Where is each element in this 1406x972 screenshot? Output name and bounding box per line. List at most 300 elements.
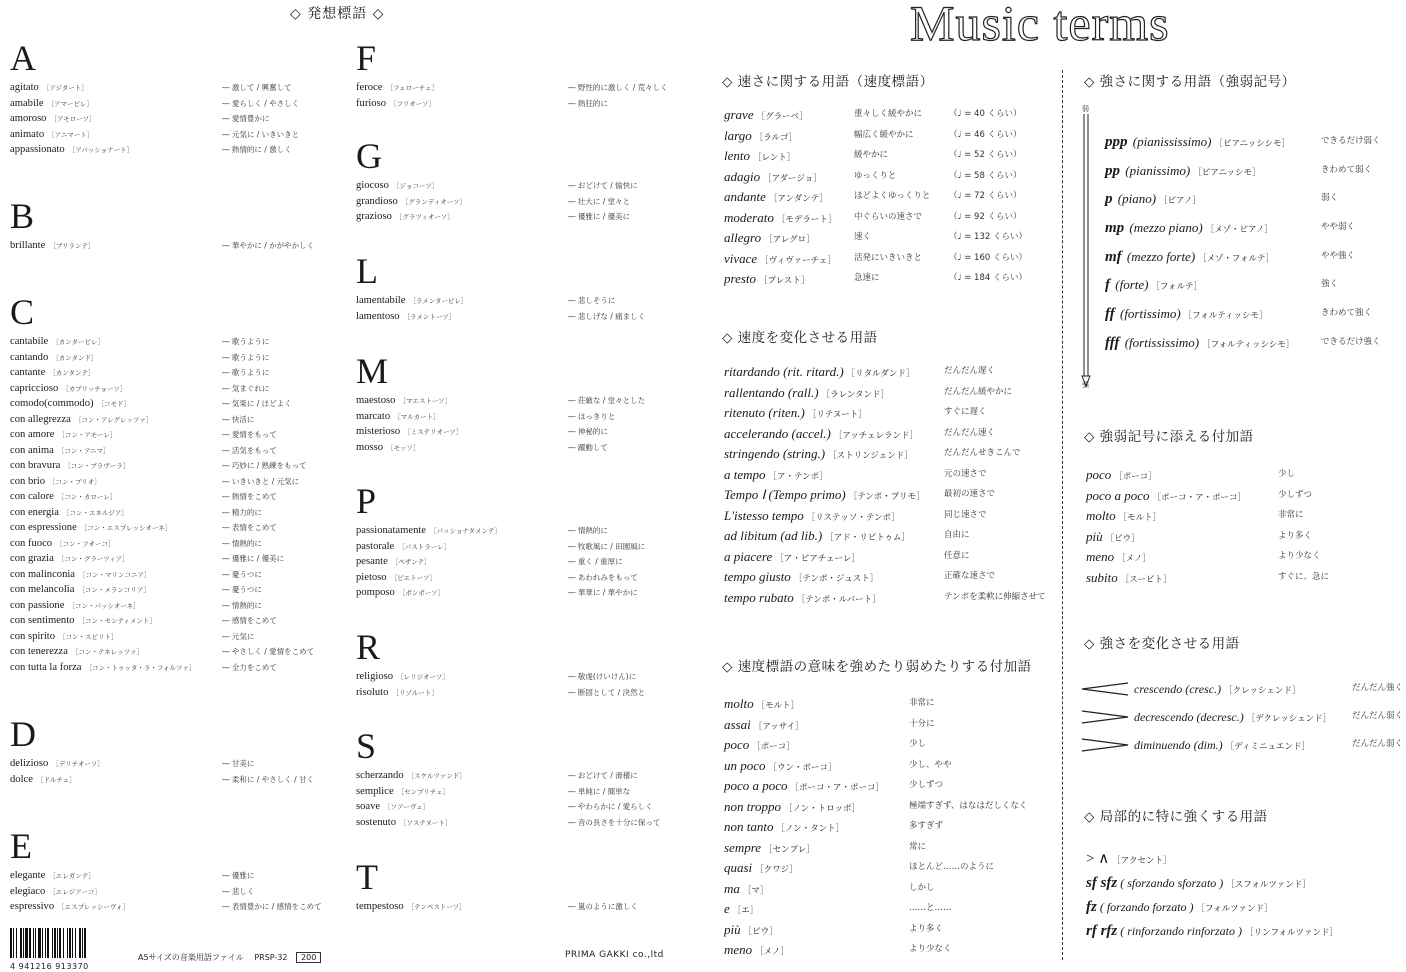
term-reading: ［コン・パッシオーネ］	[68, 601, 140, 610]
term-meaning: ― 歌うように	[222, 337, 270, 346]
term-meaning: やや強く	[1321, 250, 1356, 261]
accent-symbol: sf sfz	[1086, 875, 1118, 891]
term-meaning: より多く	[1278, 530, 1313, 541]
accent-row	[1086, 894, 1406, 918]
term-reading: ［カンタービレ］	[52, 338, 104, 346]
section-letter: S	[356, 726, 377, 766]
section-letter: P	[356, 481, 377, 521]
term-reading: ［ラルゴ］	[754, 132, 798, 143]
section-letter: F	[356, 38, 377, 78]
term-reading: ［ラメントーソ］	[403, 312, 456, 321]
term-row	[356, 669, 686, 685]
term-meaning: 弱く	[1321, 193, 1339, 204]
product-name: A5サイズの音楽用語ファイル	[138, 953, 244, 962]
term-reading: ［スービト］	[1120, 574, 1172, 585]
term-reading: ［アッサイ］	[753, 721, 804, 732]
term-reading: ［ラレンタンド］	[821, 389, 890, 400]
term-reading: ［レリジオーソ］	[397, 673, 449, 681]
term-row	[356, 554, 686, 570]
dynamic-row	[1105, 242, 1405, 271]
term-row	[10, 427, 330, 443]
term-row	[1086, 464, 1386, 485]
term-list	[10, 334, 330, 675]
term-row	[10, 868, 330, 884]
term-row	[724, 125, 1054, 146]
term-meaning: だんだん弱く	[1352, 739, 1404, 749]
term-meaning: 自由に	[944, 530, 970, 540]
term-row	[724, 484, 1059, 505]
term-meaning: ― 活気をもって	[222, 445, 277, 455]
term-reading: ［リタルダンド］	[846, 369, 915, 379]
term-reading: ［アモローソ］	[50, 115, 96, 123]
term-meaning: 少し	[909, 739, 927, 749]
term-name: con grazia	[10, 553, 54, 564]
term-reading: ［マエストーソ］	[399, 397, 452, 405]
term-name: con passione	[10, 599, 65, 611]
weak-label: 弱	[1082, 105, 1089, 113]
term-row	[356, 799, 686, 815]
term-row	[10, 536, 330, 552]
term-row	[724, 361, 1059, 382]
dynamic-row	[1105, 299, 1405, 328]
term-name: Tempo Ⅰ (Tempo primo)	[724, 487, 846, 502]
term-row	[10, 238, 330, 254]
term-reading: ［カンタンテ］	[49, 369, 95, 377]
accent-symbol: > ∧	[1086, 851, 1110, 867]
term-meaning: 緩やかに	[854, 150, 889, 160]
speed-list	[724, 104, 1054, 289]
term-row	[724, 816, 1059, 837]
term-row	[356, 293, 686, 309]
term-meaning: できるだけ強く	[1321, 336, 1381, 347]
term-name: delizioso	[10, 758, 49, 769]
term-row	[724, 587, 1059, 608]
term-meaning: 急速に	[854, 273, 880, 283]
term-name: giocoso	[356, 180, 389, 191]
term-meaning: 非常に	[909, 698, 935, 708]
term-row	[724, 714, 1059, 735]
term-reading: ［リステッソ・テンポ］	[806, 512, 900, 523]
term-row	[356, 523, 686, 539]
term-name: quasi	[724, 860, 753, 875]
term-name: con anima	[10, 444, 54, 456]
term-name: pietoso	[356, 571, 387, 583]
column-divider	[1062, 70, 1063, 960]
term-meaning: ― 音の長さを十分に保って	[568, 817, 661, 827]
term-name: molto	[724, 696, 754, 711]
term-name: misterioso	[356, 426, 401, 437]
term-name: ad libitum (ad lib.)	[724, 528, 823, 543]
term-meaning: きわめて強く	[1321, 308, 1373, 319]
term-name: amoroso	[10, 113, 47, 124]
term-row	[724, 382, 1059, 403]
term-meaning: 重々しく緩やかに	[854, 109, 923, 119]
term-meaning: ― 牧歌風に / 田園風に	[568, 541, 646, 551]
term-list	[10, 80, 330, 158]
term-meaning: ― 元気に / いきいきと	[222, 129, 300, 139]
dynamics-heading: ◇ 強さに関する用語（強弱記号）	[1084, 74, 1296, 90]
term-reading: ［コン・エネルジア］	[62, 508, 128, 517]
decrescendo-hairpin-icon	[1080, 710, 1130, 724]
barcode	[10, 928, 118, 971]
term-row	[724, 837, 1059, 858]
term-reading: ［ノン・タント］	[776, 824, 845, 834]
term-meaning: きわめて弱く	[1321, 164, 1373, 175]
term-name: animato	[10, 128, 45, 140]
term-reading: ［グラツィオーソ］	[395, 213, 454, 221]
term-meaning: できるだけ弱く	[1321, 136, 1381, 146]
term-row	[10, 396, 330, 412]
term-meaning: 任意に	[944, 550, 970, 561]
term-row	[724, 898, 1059, 919]
term-meaning: ― 甘美に	[222, 759, 255, 768]
term-meaning: ― 快活に	[222, 414, 255, 424]
term-name: grazioso	[356, 211, 392, 222]
term-name: lento	[724, 148, 750, 163]
term-reading: ［ヴィヴァーチェ］	[760, 255, 836, 266]
term-name: dolce	[10, 773, 33, 785]
term-reading: ［グランディオーソ］	[401, 197, 467, 206]
term-reading: ［コン・アレグレッツァ］	[74, 415, 153, 424]
term-row	[10, 551, 330, 567]
letter-group-c	[10, 294, 330, 675]
term-reading: ［フリオーソ］	[390, 99, 435, 108]
term-reading: ［ピエトーソ］	[390, 573, 436, 582]
term-row	[10, 505, 330, 521]
term-reading: ［エ］	[732, 906, 759, 916]
metronome-mark: （♩ = 46 くらい）	[949, 129, 1022, 140]
term-name: decrescendo (decresc.)	[1134, 710, 1244, 724]
term-meaning: ― 優雅に / 優美に	[568, 212, 631, 221]
term-meaning: ― 荘厳な / 堂々とした	[568, 396, 646, 405]
metronome-mark: （♩ = 40 くらい）	[949, 109, 1022, 119]
term-meaning: ― 熱情的に / 激しく	[222, 145, 292, 154]
term-meaning: ほとんど……のように	[909, 862, 995, 872]
letter-group-e	[10, 828, 330, 915]
dynamic-symbol: mp	[1105, 220, 1125, 237]
term-name: maestoso	[356, 395, 396, 406]
tempo-modifier-list	[724, 693, 1059, 960]
term-name: pesante	[356, 556, 388, 567]
dynamics-list	[1105, 127, 1405, 357]
term-name: stringendo (string.)	[724, 446, 826, 461]
term-row	[10, 334, 330, 350]
term-meaning: しかし	[909, 882, 935, 893]
term-name: meno	[1086, 549, 1115, 564]
dynamic-symbol: fff	[1105, 334, 1120, 351]
term-reading: ［コン・マリンコニア］	[79, 570, 151, 579]
term-meaning: ― 壮大に / 堂々と	[568, 196, 631, 206]
term-reading: ［ア・ピアチェーレ］	[775, 553, 860, 564]
term-name: poco a poco	[1086, 487, 1150, 503]
product-info	[138, 952, 321, 963]
term-row	[724, 775, 1059, 796]
term-reading: ［ペザンテ］	[391, 558, 431, 566]
term-meaning: ほどよくゆっくりと	[854, 191, 931, 201]
term-row	[10, 142, 330, 158]
term-reading: ［テンポ・プリモ］	[848, 492, 925, 502]
section-letter: R	[356, 627, 381, 667]
term-reading: ［コン・メランコリア］	[78, 586, 150, 594]
term-reading: ［スケルツァンド］	[407, 772, 466, 780]
section-letter: M	[356, 351, 389, 391]
term-row	[10, 520, 330, 536]
term-row	[724, 693, 1059, 714]
term-reading: ［ミステリオーソ］	[404, 428, 463, 436]
term-name: soave	[356, 801, 381, 812]
term-reading: ［リンフォルツァンド］	[1244, 928, 1338, 938]
term-name: più	[1086, 528, 1103, 544]
letter-group-p	[356, 483, 686, 601]
term-meaning: ― 歌うように	[222, 368, 270, 377]
term-row	[724, 104, 1054, 125]
term-row	[356, 209, 686, 225]
price-box: 200	[296, 952, 321, 963]
letter-group-s	[356, 728, 686, 830]
term-meaning: ― 悲しく	[222, 886, 255, 896]
term-meaning: だんだん緩やかに	[944, 386, 1013, 397]
left-page-title: ◇ 発想標語 ◇	[290, 6, 385, 22]
term-row	[724, 268, 1054, 289]
term-name: un poco	[724, 757, 766, 773]
term-name: adagio	[724, 168, 761, 184]
term-row	[356, 815, 686, 831]
term-list	[10, 238, 330, 254]
term-reading: ［メゾ・フォルテ］	[1198, 253, 1274, 264]
term-name: pastorale	[356, 540, 395, 552]
term-row	[724, 755, 1059, 776]
term-reading: ［ポーコ・ア・ポーコ］	[790, 783, 885, 793]
term-reading: ［コモド］	[97, 400, 131, 408]
crescendo-row	[1080, 674, 1405, 702]
term-reading: ［コン・エスプレッシオーネ］	[80, 524, 172, 532]
term-row	[724, 443, 1059, 464]
term-meaning: ― 悲しげな / 痛ましく	[568, 311, 646, 321]
term-meaning: ― いきいきと / 元気に	[222, 476, 300, 486]
term-row	[724, 166, 1054, 187]
term-name: con malinconia	[10, 568, 76, 580]
term-row	[724, 796, 1059, 817]
dynamic-row	[1105, 184, 1405, 213]
term-list	[356, 80, 686, 111]
term-meaning: 活発にいきいきと	[854, 252, 923, 263]
term-row	[356, 685, 686, 701]
term-row	[724, 939, 1059, 960]
term-name: largo	[724, 127, 752, 143]
term-reading: ［モルト］	[756, 701, 800, 711]
term-name: ( sforzando sforzato )	[1117, 876, 1224, 890]
accent-row	[1086, 846, 1406, 870]
term-row	[10, 350, 330, 366]
term-name: passionatamente	[356, 525, 427, 536]
term-row	[724, 423, 1059, 444]
term-meaning: 極端すぎず、はなはだしくなく	[909, 800, 1028, 811]
term-name: capriccioso	[10, 382, 59, 394]
term-reading: ［コン・スピリト］	[59, 632, 118, 641]
term-name: poco	[724, 737, 750, 752]
term-reading: ［アクセント］	[1112, 856, 1172, 866]
term-row	[1086, 546, 1386, 567]
term-reading: ［エレジアーコ］	[49, 887, 101, 896]
term-meaning: 強く	[1321, 279, 1339, 290]
term-row	[356, 194, 686, 210]
term-meaning: ― 気まぐれに	[222, 383, 270, 393]
term-reading: ［マルカート］	[394, 412, 440, 421]
term-reading: ［メノ］	[755, 947, 789, 957]
term-name: ritardando (rit. ritard.)	[724, 364, 844, 379]
term-row	[10, 458, 330, 474]
decrescendo-row	[1080, 702, 1405, 730]
term-meaning: より少なく	[1278, 551, 1321, 561]
term-name: elegiaco	[10, 885, 46, 897]
term-name: brillante	[10, 240, 46, 251]
term-row	[724, 248, 1054, 269]
term-row	[724, 505, 1059, 526]
term-reading: ［メゾ・ピアノ］	[1205, 225, 1273, 236]
accent-heading: ◇ 局部的に特に強くする用語	[1084, 809, 1268, 825]
accent-symbol: rf rfz	[1086, 923, 1118, 939]
term-row	[356, 899, 686, 915]
term-meaning: ― 柔和に / やさしく / 甘く	[222, 774, 314, 784]
dynamic-row	[1105, 328, 1405, 357]
term-name: con fuoco	[10, 537, 53, 549]
term-meaning: ― 愛情豊かに	[222, 114, 270, 123]
term-meaning: ― 歌うように	[222, 352, 270, 362]
metronome-mark: （♩ = 184 くらい）	[949, 273, 1027, 283]
term-meaning: ― おどけて / 愉快に	[568, 181, 638, 190]
term-name: semplice	[356, 785, 394, 797]
dynamic-name: (fortississimo)	[1121, 334, 1200, 350]
term-reading: ［テンペストーソ］	[407, 903, 466, 911]
letter-group-l	[356, 253, 686, 324]
term-meaning: だんだん速く	[944, 427, 996, 438]
term-meaning: ― おどけて / 滑稽に	[568, 771, 638, 780]
term-row	[1086, 505, 1386, 526]
dynamic-row	[1105, 270, 1405, 299]
term-row	[724, 207, 1054, 228]
accent-list	[1086, 846, 1406, 942]
term-reading: ［ポーコ］	[752, 742, 795, 752]
metronome-mark: （♩ = 132 くらい）	[949, 232, 1027, 242]
term-meaning: ― はっきりと	[568, 411, 616, 421]
strong-label: 強	[1082, 381, 1089, 389]
term-name: diminuendo (dim.)	[1134, 738, 1223, 752]
metronome-mark: （♩ = 52 くらい）	[949, 150, 1022, 160]
term-meaning: ― 憂うつに	[222, 569, 262, 579]
term-name: marcato	[356, 410, 391, 422]
term-list	[356, 393, 686, 455]
term-meaning: ― 憂うつに	[222, 585, 262, 594]
term-row	[724, 525, 1059, 546]
product-code: PRSP-32	[254, 953, 288, 962]
term-name: appassionato	[10, 144, 65, 155]
term-name: sostenuto	[356, 816, 397, 828]
barcode-icon	[10, 928, 118, 958]
term-name: moderato	[724, 209, 774, 225]
term-reading: ［センプリチェ］	[397, 787, 450, 796]
term-name: amabile	[10, 97, 44, 109]
letter-group-f	[356, 40, 686, 111]
term-reading: ［コン・ブラヴーラ］	[64, 462, 130, 470]
term-list	[356, 669, 686, 700]
crescendo-hairpin-icon	[1080, 682, 1130, 696]
term-reading: ［フォルティッシモ］	[1183, 311, 1268, 322]
term-name: ( forzando forzato )	[1096, 900, 1194, 914]
term-reading: ［コン・ブリオ］	[49, 477, 101, 486]
term-name: ma	[724, 880, 740, 896]
term-meaning: だんだんせきこんで	[944, 448, 1021, 458]
dynamic-name: (mezzo forte)	[1123, 248, 1196, 264]
term-name: rallentando (rall.)	[724, 384, 819, 400]
term-reading: ［テンポ・ルバート］	[796, 594, 881, 605]
dynamic-name: (piano)	[1114, 191, 1157, 207]
term-reading: ［クワジ］	[755, 865, 798, 875]
term-name: non tanto	[724, 819, 774, 834]
term-meaning: ……と……	[909, 903, 952, 913]
term-reading: ［テンポ・ジュスト］	[793, 574, 879, 584]
term-name: con brio	[10, 475, 46, 487]
term-name: subito	[1086, 569, 1118, 585]
term-name: poco a poco	[724, 778, 788, 793]
term-meaning: ― 華やかに / かがやかしく	[222, 241, 315, 250]
letter-group-b	[10, 198, 330, 254]
section-letter: C	[10, 292, 35, 332]
term-reading: ［コン・テネレッツァ］	[71, 648, 144, 656]
term-name: poco	[1086, 467, 1112, 482]
term-reading: ［ディミニュエンド］	[1225, 742, 1310, 752]
term-name: a tempo	[724, 466, 766, 482]
down-arrow-icon	[1080, 114, 1094, 394]
term-meaning: ― 元気に	[222, 631, 255, 641]
term-meaning: 十分に	[909, 718, 935, 729]
term-reading: ［フォルツァンド］	[1196, 904, 1273, 914]
term-reading: ［ピウ］	[1105, 533, 1140, 544]
dynamic-symbol: p	[1105, 191, 1113, 208]
term-reading: ［デリチオーソ］	[52, 760, 104, 768]
term-reading: ［エスプレッシーヴォ］	[58, 903, 130, 911]
term-reading: ［コン・カローレ］	[57, 493, 117, 501]
term-name: tempo rubato	[724, 589, 794, 605]
term-row	[356, 424, 686, 440]
term-reading: ［パッショナタメンテ］	[430, 527, 502, 535]
term-name: presto	[724, 271, 757, 286]
term-row	[10, 772, 330, 788]
letter-group-t	[356, 859, 686, 915]
dynamics-modifier-list	[1086, 464, 1386, 587]
dynamics-change-heading: ◇ 強さを変化させる用語	[1084, 636, 1240, 652]
term-meaning: 同じ速さで	[944, 509, 987, 520]
term-reading: ［ア・テンポ］	[768, 471, 828, 482]
term-meaning: ― 激して / 興奮して	[222, 83, 292, 92]
term-name: espressivo	[10, 901, 55, 912]
term-row	[356, 409, 686, 425]
letter-group-r	[356, 629, 686, 700]
term-row	[10, 474, 330, 490]
term-row	[724, 878, 1059, 899]
term-name: grandioso	[356, 195, 398, 207]
term-reading: ［コン・アモーレ］	[58, 431, 117, 439]
term-meaning: すぐに遅く	[944, 407, 987, 417]
term-name: non troppo	[724, 798, 781, 814]
term-reading: ［マ］	[742, 885, 769, 896]
term-row	[10, 582, 330, 598]
term-name: furioso	[356, 97, 387, 109]
company-name: PRIMA GAKKI co.,ltd	[565, 950, 664, 960]
term-meaning: ― 神秘的に	[568, 427, 608, 436]
term-row	[10, 899, 330, 915]
term-meaning: 最初の速さで	[944, 489, 996, 499]
tempo-change-heading: ◇ 速度を変化させる用語	[722, 330, 878, 346]
